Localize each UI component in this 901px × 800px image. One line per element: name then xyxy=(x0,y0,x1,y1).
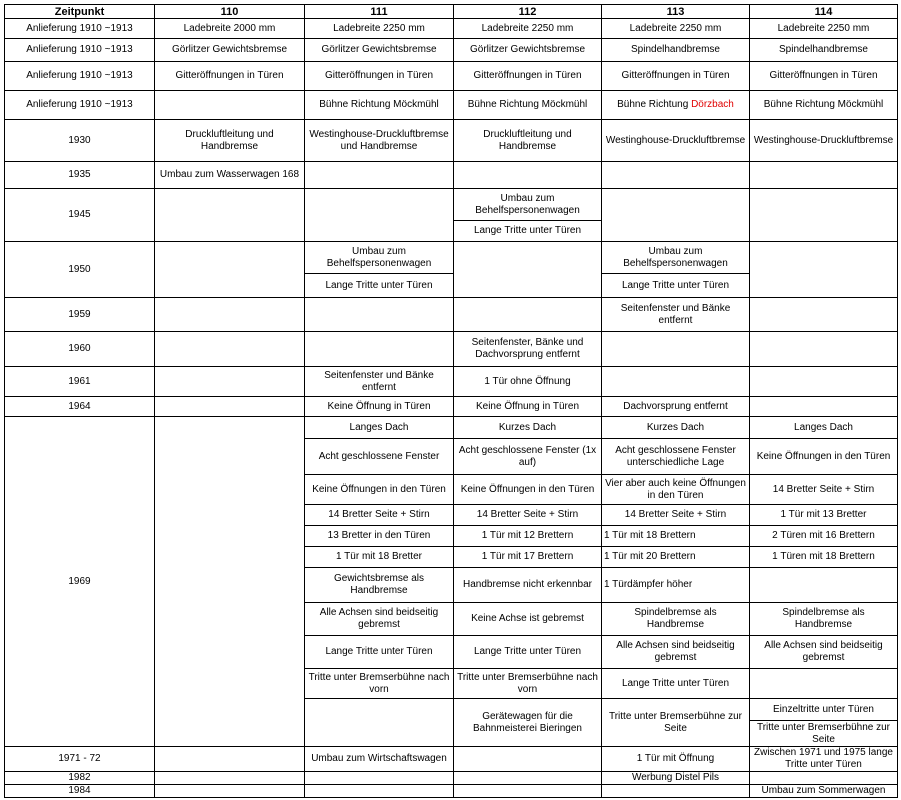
cell-113: 1 Tür mit Öffnung xyxy=(602,747,750,772)
cell-111: Ladebreite 2250 mm xyxy=(305,19,454,39)
cell-113: Seitenfenster und Bänke entfernt xyxy=(602,298,750,332)
cell-111: Görlitzer Gewichtsbremse xyxy=(305,39,454,62)
cell-zeitpunkt: Anlieferung 1910 ~1913 xyxy=(5,39,155,62)
cell-110 xyxy=(155,91,305,120)
cell-112: 1 Tür mit 17 Brettern xyxy=(454,547,602,568)
cell-113: 1 Tür mit 18 Brettern xyxy=(602,526,750,547)
cell-113: Gitteröffnungen in Türen xyxy=(602,62,750,91)
cell-111: Westinghouse-Druckluftbremse und Handbremse xyxy=(305,120,454,162)
cell-zeitpunkt: 1961 xyxy=(5,367,155,397)
cell-zeitpunkt: 1971 - 72 xyxy=(5,747,155,772)
table-row xyxy=(5,332,898,367)
cell-114 xyxy=(750,772,898,785)
cell-zeitpunkt: 1950 xyxy=(5,242,155,298)
cell-112 xyxy=(454,772,602,785)
table-row xyxy=(5,62,898,91)
cell-114: Westinghouse-Druckluftbremse xyxy=(750,120,898,162)
cell-112: Acht geschlossene Fenster (1x auf) xyxy=(454,439,602,475)
cell-113: Umbau zum Behelfspersonenwagen xyxy=(602,242,750,274)
cell-114: Zwischen 1971 und 1975 lange Tritte unter Türen xyxy=(750,747,898,772)
cell-110 xyxy=(155,332,305,367)
cell-111: Lange Tritte unter Türen xyxy=(305,636,454,669)
cell-114 xyxy=(750,397,898,417)
cell-112: Lange Tritte unter Türen xyxy=(454,636,602,669)
header-114: 114 xyxy=(750,5,898,19)
cell-zeitpunkt: Anlieferung 1910 ~1913 xyxy=(5,91,155,120)
cell-113: Tritte unter Bremserbühne zur Seite xyxy=(602,699,750,747)
cell-111: Bühne Richtung Möckmühl xyxy=(305,91,454,120)
cell-112 xyxy=(454,785,602,798)
cell-110: Druckluftleitung und Handbremse xyxy=(155,120,305,162)
cell-111 xyxy=(305,298,454,332)
cell-111 xyxy=(305,772,454,785)
cell-113 xyxy=(602,162,750,189)
cell-114 xyxy=(750,298,898,332)
cell-111: Gewichtsbremse als Handbremse xyxy=(305,568,454,603)
cell-113: 1 Türdämpfer höher xyxy=(602,568,750,603)
cell-111: Acht geschlossene Fenster xyxy=(305,439,454,475)
header-zeitpunkt: Zeitpunkt xyxy=(5,5,155,19)
table-row xyxy=(5,785,898,798)
cell-114 xyxy=(750,242,898,298)
cell-113: Dachvorsprung entfernt xyxy=(602,397,750,417)
cell-114 xyxy=(750,568,898,603)
header-112: 112 xyxy=(454,5,602,19)
cell-112: Druckluftleitung und Handbremse xyxy=(454,120,602,162)
cell-113: 1 Tür mit 20 Brettern xyxy=(602,547,750,568)
cell-112: 1 Tür mit 12 Brettern xyxy=(454,526,602,547)
cell-112: Handbremse nicht erkennbar xyxy=(454,568,602,603)
cell-zeitpunkt: 1935 xyxy=(5,162,155,189)
cell-114 xyxy=(750,669,898,699)
cell-110 xyxy=(155,298,305,332)
cell-113 xyxy=(602,332,750,367)
cell-111 xyxy=(305,162,454,189)
cell-113 xyxy=(602,91,750,120)
header-113: 113 xyxy=(602,5,750,19)
cell-111: Alle Achsen sind beidseitig gebremst xyxy=(305,603,454,636)
table-row xyxy=(5,772,898,785)
cell-114 xyxy=(750,367,898,397)
cell-111: Seitenfenster und Bänke entfernt xyxy=(305,367,454,397)
cell-114: 1 Tür mit 13 Bretter xyxy=(750,505,898,526)
table-container xyxy=(4,4,897,796)
cell-112 xyxy=(454,242,602,298)
table-row xyxy=(5,120,898,162)
cell-114: Gitteröffnungen in Türen xyxy=(750,62,898,91)
cell-110 xyxy=(155,747,305,772)
cell-113-text: Bühne Richtung xyxy=(617,99,692,110)
cell-112: Görlitzer Gewichtsbremse xyxy=(454,39,602,62)
cell-112: Lange Tritte unter Türen xyxy=(454,221,602,242)
cell-112: Seitenfenster, Bänke und Dachvorsprung entfernt xyxy=(454,332,602,367)
cell-111: Keine Öffnung in Türen xyxy=(305,397,454,417)
cell-110: Görlitzer Gewichtsbremse xyxy=(155,39,305,62)
cell-113: Lange Tritte unter Türen xyxy=(602,669,750,699)
cell-113: Westinghouse-Druckluftbremse xyxy=(602,120,750,162)
cell-113: Alle Achsen sind beidseitig gebremst xyxy=(602,636,750,669)
header-row xyxy=(5,5,898,19)
table-row xyxy=(5,367,898,397)
cell-112: Bühne Richtung Möckmühl xyxy=(454,91,602,120)
table-row xyxy=(5,417,898,439)
wagon-history-table xyxy=(4,4,898,798)
cell-111: Gitteröffnungen in Türen xyxy=(305,62,454,91)
table-row xyxy=(5,39,898,62)
cell-112: 1 Tür ohne Öffnung xyxy=(454,367,602,397)
cell-zeitpunkt: 1964 xyxy=(5,397,155,417)
cell-114: Keine Öffnungen in den Türen xyxy=(750,439,898,475)
cell-112: Keine Öffnungen in den Türen xyxy=(454,475,602,505)
cell-114: 1 Türen mit 18 Brettern xyxy=(750,547,898,568)
cell-114: Spindelhandbremse xyxy=(750,39,898,62)
cell-112: Keine Öffnung in Türen xyxy=(454,397,602,417)
cell-110 xyxy=(155,417,305,747)
cell-zeitpunkt: 1959 xyxy=(5,298,155,332)
cell-113: Spindelbremse als Handbremse xyxy=(602,603,750,636)
cell-113 xyxy=(602,367,750,397)
cell-zeitpunkt: Anlieferung 1910 ~1913 xyxy=(5,19,155,39)
cell-110 xyxy=(155,785,305,798)
cell-113: Lange Tritte unter Türen xyxy=(602,274,750,298)
cell-111: Langes Dach xyxy=(305,417,454,439)
cell-110 xyxy=(155,242,305,298)
table-row xyxy=(5,91,898,120)
cell-114: Ladebreite 2250 mm xyxy=(750,19,898,39)
cell-113: Vier aber auch keine Öffnungen in den Türen xyxy=(602,475,750,505)
cell-114 xyxy=(750,189,898,242)
cell-zeitpunkt: 1969 xyxy=(5,417,155,747)
table-row xyxy=(5,747,898,772)
cell-114 xyxy=(750,332,898,367)
cell-110 xyxy=(155,189,305,242)
cell-111 xyxy=(305,189,454,242)
cell-110 xyxy=(155,367,305,397)
cell-110: Gitteröffnungen in Türen xyxy=(155,62,305,91)
cell-113: Spindelhandbremse xyxy=(602,39,750,62)
cell-110 xyxy=(155,772,305,785)
cell-111: 14 Bretter Seite + Stirn xyxy=(305,505,454,526)
cell-114: Alle Achsen sind beidseitig gebremst xyxy=(750,636,898,669)
cell-112: Tritte unter Bremserbühne nach vorn xyxy=(454,669,602,699)
cell-zeitpunkt: 1984 xyxy=(5,785,155,798)
cell-zeitpunkt: 1960 xyxy=(5,332,155,367)
cell-114: Einzeltritte unter Türen xyxy=(750,699,898,721)
cell-112 xyxy=(454,298,602,332)
cell-zeitpunkt: 1945 xyxy=(5,189,155,242)
cell-114 xyxy=(750,162,898,189)
cell-113: Acht geschlossene Fenster unterschiedliche Lage xyxy=(602,439,750,475)
cell-112 xyxy=(454,747,602,772)
cell-114: Bühne Richtung Möckmühl xyxy=(750,91,898,120)
cell-113: Werbung Distel Pils xyxy=(602,772,750,785)
table-row xyxy=(5,397,898,417)
cell-zeitpunkt: 1930 xyxy=(5,120,155,162)
cell-112: Gitteröffnungen in Türen xyxy=(454,62,602,91)
cell-111: 1 Tür mit 18 Bretter xyxy=(305,547,454,568)
cell-112: Gerätewagen für die Bahnmeisterei Bieringen xyxy=(454,699,602,747)
cell-111 xyxy=(305,699,454,747)
cell-111: Umbau zum Behelfspersonenwagen xyxy=(305,242,454,274)
cell-112: 14 Bretter Seite + Stirn xyxy=(454,505,602,526)
table-row xyxy=(5,162,898,189)
cell-110: Umbau zum Wasserwagen 168 xyxy=(155,162,305,189)
cell-114: 14 Bretter Seite + Stirn xyxy=(750,475,898,505)
cell-114: Tritte unter Bremserbühne zur Seite xyxy=(750,721,898,747)
cell-112: Keine Achse ist gebremst xyxy=(454,603,602,636)
cell-114: Langes Dach xyxy=(750,417,898,439)
cell-114: Spindelbremse als Handbremse xyxy=(750,603,898,636)
highlight-doerzbach: Dörzbach xyxy=(691,99,734,110)
cell-113: Kurzes Dach xyxy=(602,417,750,439)
cell-113 xyxy=(602,189,750,242)
cell-111: Tritte unter Bremserbühne nach vorn xyxy=(305,669,454,699)
cell-114: 2 Türen mit 16 Brettern xyxy=(750,526,898,547)
cell-111 xyxy=(305,332,454,367)
cell-111: Umbau zum Wirtschaftswagen xyxy=(305,747,454,772)
table-row xyxy=(5,298,898,332)
cell-112: Kurzes Dach xyxy=(454,417,602,439)
cell-111: Keine Öffnungen in den Türen xyxy=(305,475,454,505)
table-row xyxy=(5,242,898,274)
table-row xyxy=(5,19,898,39)
cell-zeitpunkt: Anlieferung 1910 ~1913 xyxy=(5,62,155,91)
cell-111 xyxy=(305,785,454,798)
cell-113: 14 Bretter Seite + Stirn xyxy=(602,505,750,526)
cell-114: Umbau zum Sommerwagen xyxy=(750,785,898,798)
cell-111: 13 Bretter in den Türen xyxy=(305,526,454,547)
cell-111: Lange Tritte unter Türen xyxy=(305,274,454,298)
cell-113: Ladebreite 2250 mm xyxy=(602,19,750,39)
cell-110 xyxy=(155,397,305,417)
cell-zeitpunkt: 1982 xyxy=(5,772,155,785)
header-110: 110 xyxy=(155,5,305,19)
cell-110: Ladebreite 2000 mm xyxy=(155,19,305,39)
cell-112: Ladebreite 2250 mm xyxy=(454,19,602,39)
cell-113 xyxy=(602,785,750,798)
table-row xyxy=(5,189,898,221)
cell-112 xyxy=(454,162,602,189)
header-111: 111 xyxy=(305,5,454,19)
cell-112: Umbau zum Behelfspersonenwagen xyxy=(454,189,602,221)
